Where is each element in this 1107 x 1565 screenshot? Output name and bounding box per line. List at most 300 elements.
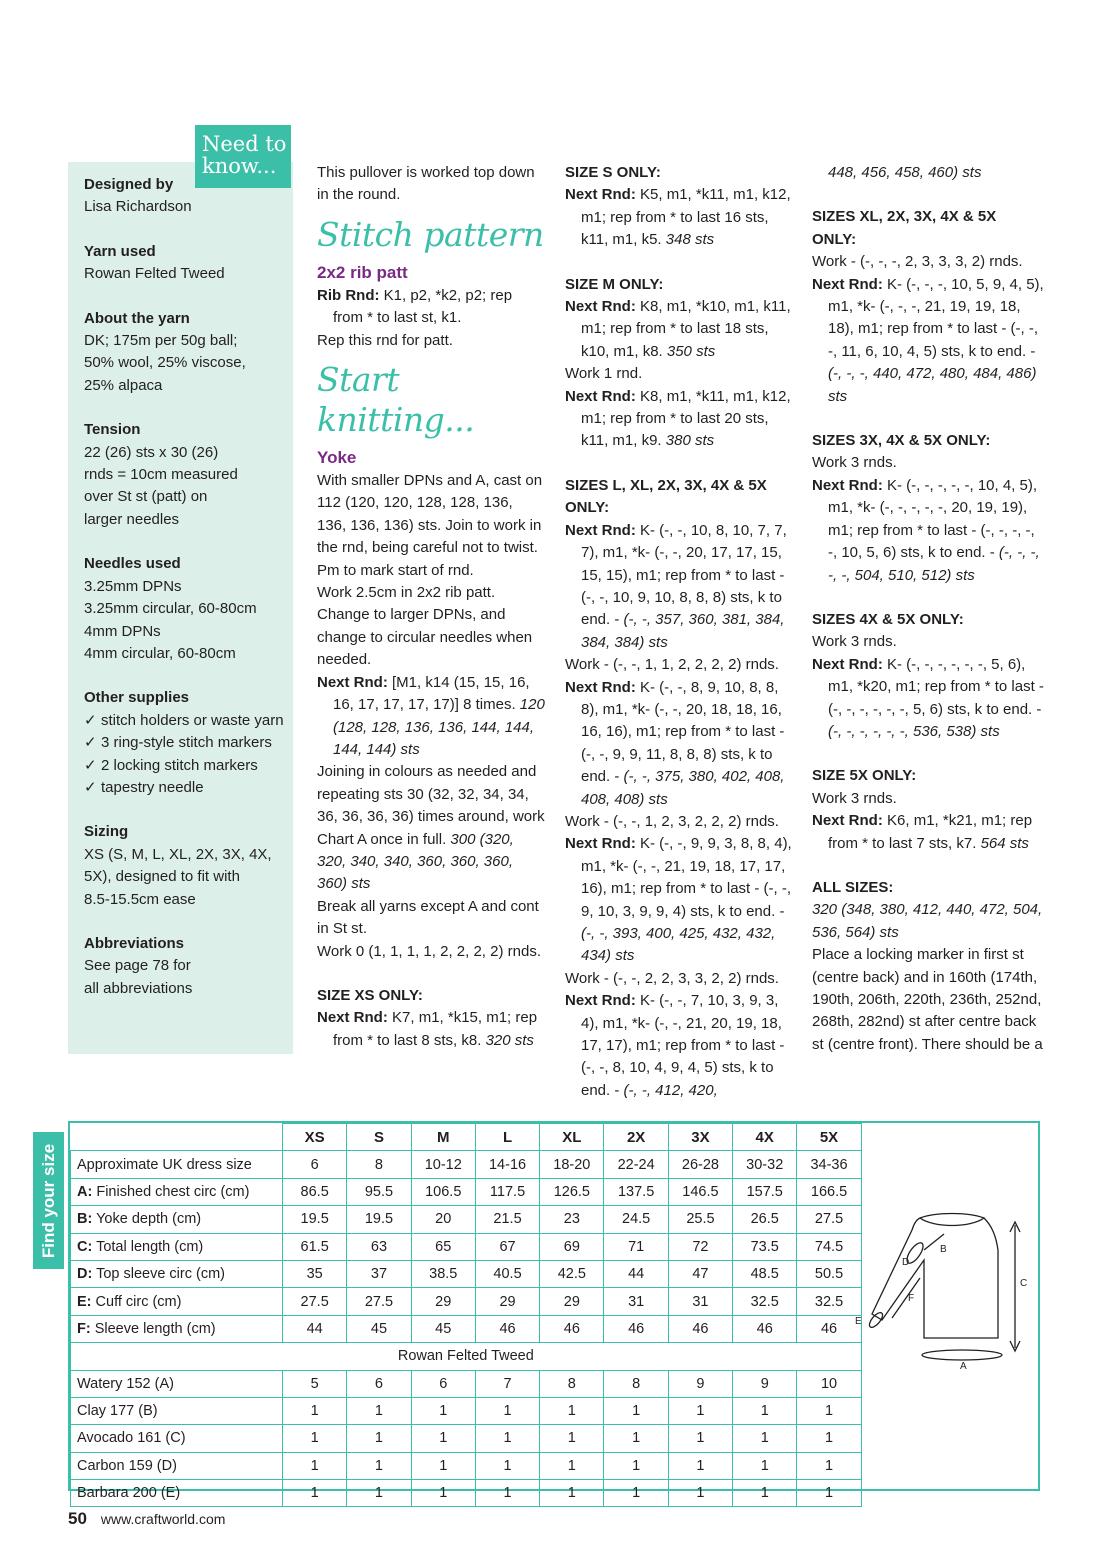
measurement-value: 19.5 xyxy=(283,1206,347,1233)
measurement-value: 22-24 xyxy=(604,1151,668,1178)
yarn-ball-count: 1 xyxy=(733,1397,797,1424)
next-rnd-text: K- (-, -, 9, 9, 3, 8, 8, 4), m1, *k- (-, -, 21, 19, 18, 17, 17, 16), m1; rep from * to last - (-, -, 9, 10, 3, 9, 9, 4) sts, k to end. - xyxy=(581,835,792,920)
yoke-next-rnd xyxy=(317,672,545,762)
measurement-value: 23 xyxy=(540,1206,604,1233)
stitch-count: (-, -, 412, 420, xyxy=(623,1081,718,1099)
l-next-rnd-3 xyxy=(565,833,797,967)
measurement-value: 38.5 xyxy=(411,1260,475,1287)
sidebar-line: Lisa Richardson xyxy=(84,198,192,216)
next-rnd-label: Next Rnd: xyxy=(565,992,636,1010)
measurement-value: 20 xyxy=(411,1206,475,1233)
need-to-know-tag xyxy=(195,125,291,188)
3x-heading: SIZES 3X, 4X & 5X ONLY: xyxy=(812,432,991,450)
supply-text: stitch holders or waste yarn xyxy=(101,711,284,729)
column-2 xyxy=(565,162,797,1102)
yarn-ball-count: 1 xyxy=(797,1452,861,1479)
yarn-ball-count: 1 xyxy=(668,1425,732,1452)
rib-rnd-label: Rib Rnd: xyxy=(317,286,380,304)
size-column-header: M xyxy=(411,1124,475,1151)
measurement-value: 166.5 xyxy=(797,1178,861,1205)
measurement-label xyxy=(71,1151,283,1178)
yarn-ball-count: 8 xyxy=(604,1370,668,1397)
measurement-value: 106.5 xyxy=(411,1178,475,1205)
m-heading: SIZE M ONLY: xyxy=(565,275,664,293)
yarn-ball-count: 1 xyxy=(668,1397,732,1424)
measurement-row xyxy=(71,1151,862,1178)
m-next-rnd-1 xyxy=(565,296,797,363)
supply-text: 2 locking stitch markers xyxy=(101,756,258,774)
measurement-value: 65 xyxy=(411,1233,475,1260)
l-work-1: Work - (-, -, 1, 1, 2, 2, 2, 2) rnds. xyxy=(565,656,779,674)
4x-next-rnd xyxy=(812,654,1044,744)
s-next-rnd xyxy=(565,184,797,251)
measurement-value: 29 xyxy=(540,1288,604,1315)
find-your-size-tab xyxy=(33,1132,64,1269)
sidebar-section xyxy=(84,308,284,398)
supply-text: 3 ring-style stitch markers xyxy=(101,734,272,752)
yarn-shade-label: Avocado 161 (C) xyxy=(71,1425,283,1452)
3x-work: Work 3 rnds. xyxy=(812,454,897,472)
m-next-rnd-2 xyxy=(565,386,797,453)
measurement-value: 46 xyxy=(668,1315,732,1342)
next-rnd-text: K6, m1, *k21, m1; rep from * to last 7 sts, k7. xyxy=(828,812,1033,852)
all-sizes-heading: ALL SIZES: xyxy=(812,878,894,896)
measurement-label xyxy=(71,1233,283,1260)
measurement-value: 21.5 xyxy=(475,1206,539,1233)
sidebar-heading: Tension xyxy=(84,421,141,439)
measurement-row xyxy=(71,1206,862,1233)
measurement-value: 31 xyxy=(668,1288,732,1315)
yoke-p5: Break all yarns except A and cont in St st. xyxy=(317,897,539,938)
rib-patt-title: 2x2 rib patt xyxy=(317,262,408,282)
footer-url[interactable]: www.craftworld.com xyxy=(100,1511,226,1527)
measurement-value: 50.5 xyxy=(797,1260,861,1287)
yarn-shade-label: Watery 152 (A) xyxy=(71,1370,283,1397)
yarn-ball-count: 1 xyxy=(411,1397,475,1424)
size-table xyxy=(70,1123,862,1507)
yoke-p4-text: Joining in colours as needed and repeating sts 30 (32, 32, 34, 34, 36, 36, 36, 36) times around, work Chart A once in full. xyxy=(317,763,545,848)
sidebar-line: over St st (patt) on xyxy=(84,488,208,506)
yarn-ball-count: 1 xyxy=(604,1425,668,1452)
size-column-header: XS xyxy=(283,1124,347,1151)
stitch-count: 120 (128, 128, 136, 136, 144, 144, 144, 144) sts xyxy=(333,696,545,758)
yarn-ball-count: 1 xyxy=(797,1397,861,1424)
stitch-pattern-heading: Stitch pattern xyxy=(317,214,544,254)
label-d: D xyxy=(902,1257,910,1268)
yarn-ball-count: 1 xyxy=(411,1425,475,1452)
measurement-value: 44 xyxy=(283,1315,347,1342)
measurement-letter: A: xyxy=(77,1183,93,1200)
measurement-value: 34-36 xyxy=(797,1151,861,1178)
measurement-value: 137.5 xyxy=(604,1178,668,1205)
supply-text: tapestry needle xyxy=(101,778,204,796)
label-f: F xyxy=(908,1293,915,1304)
sidebar-line: 22 (26) sts x 30 (26) xyxy=(84,443,219,461)
intro-text: This pullover is worked top down in the round. xyxy=(317,164,535,204)
all-sizes-count: 320 (348, 380, 412, 440, 472, 504, 536, 564) sts xyxy=(812,901,1043,941)
sidebar-line: 5X), designed to fit with xyxy=(84,868,240,886)
measurement-value: 29 xyxy=(411,1288,475,1315)
continued-stitch-count: 448, 456, 458, 460) sts xyxy=(828,164,982,181)
xs-next-rnd xyxy=(317,1007,545,1052)
supply-item xyxy=(84,755,284,777)
next-rnd-label: Next Rnd: xyxy=(812,655,883,673)
sidebar-line: 4mm DPNs xyxy=(84,622,161,640)
start-knitting-heading: Start knitting... xyxy=(317,360,475,440)
tag-line-1: Need to xyxy=(202,132,287,156)
measurement-value: 71 xyxy=(604,1233,668,1260)
sidebar-line: 4mm circular, 60-80cm xyxy=(84,644,236,662)
tag-line-2: know... xyxy=(202,154,277,178)
measurement-value: 73.5 xyxy=(733,1233,797,1260)
yarn-ball-count: 1 xyxy=(347,1452,411,1479)
measurement-value: 45 xyxy=(411,1315,475,1342)
measurement-value: 67 xyxy=(475,1233,539,1260)
check-icon: ✓ xyxy=(84,734,97,752)
sidebar-heading: Sizing xyxy=(84,823,129,841)
stitch-count: 380 sts xyxy=(665,432,715,450)
measurement-value: 10-12 xyxy=(411,1151,475,1178)
measurement-row xyxy=(71,1315,862,1342)
yarn-ball-count: 8 xyxy=(540,1370,604,1397)
measurement-value: 46 xyxy=(604,1315,668,1342)
stitch-count: 564 sts xyxy=(980,834,1029,852)
measurement-value: 8 xyxy=(347,1151,411,1178)
next-rnd-label: Next Rnd: xyxy=(565,387,636,405)
sweater-measurement-diagram xyxy=(850,1200,1030,1375)
yarn-shade-label: Clay 177 (B) xyxy=(71,1397,283,1424)
l-next-rnd-2 xyxy=(565,677,797,811)
measurement-value: 157.5 xyxy=(733,1178,797,1205)
measurement-value: 32.5 xyxy=(797,1288,861,1315)
size-column-header: 2X xyxy=(604,1124,668,1151)
measurement-value: 47 xyxy=(668,1260,732,1287)
measurement-row xyxy=(71,1233,862,1260)
yarn-ball-count: 9 xyxy=(733,1370,797,1397)
supply-item xyxy=(84,732,284,754)
size-column-header: 4X xyxy=(733,1124,797,1151)
l-heading: SIZES L, XL, 2X, 3X, 4X & 5X ONLY: xyxy=(565,476,767,517)
measurement-value: 48.5 xyxy=(733,1260,797,1287)
stitch-count: (-, -, 357, 360, 381, 384, 384, 384) sts xyxy=(581,611,785,651)
measurement-row xyxy=(71,1260,862,1287)
s-heading: SIZE S ONLY: xyxy=(565,164,661,181)
measurement-label xyxy=(71,1206,283,1233)
yarn-ball-count: 1 xyxy=(604,1452,668,1479)
measurement-value: 27.5 xyxy=(797,1206,861,1233)
next-rnd-text: K- (-, -, 7, 10, 3, 9, 3, 4), m1, *k- (-, -, 21, 20, 19, 18, 17, 17), m1; rep from * to last - (-, -, 8, 10, 4, 9, 4, 5) sts, k to end. - xyxy=(581,992,785,1099)
size-column-header: L xyxy=(475,1124,539,1151)
measurement-value: 31 xyxy=(604,1288,668,1315)
l-work-2: Work - (-, -, 1, 2, 3, 2, 2, 2) rnds. xyxy=(565,812,779,830)
measurement-value: 27.5 xyxy=(347,1288,411,1315)
next-rnd-label: Next Rnd: xyxy=(565,186,636,204)
yarn-ball-count: 1 xyxy=(604,1397,668,1424)
measurement-value: 42.5 xyxy=(540,1260,604,1287)
m-work: Work 1 rnd. xyxy=(565,365,643,383)
yoke-p2: Work 2.5cm in 2x2 rib patt. Change to larger DPNs, and change to circular needles when needed. xyxy=(317,584,533,669)
size-column-header: 5X xyxy=(797,1124,861,1151)
size-column-header: 3X xyxy=(668,1124,732,1151)
stitch-count: (-, -, -, 440, 472, 480, 484, 486) sts xyxy=(828,365,1037,405)
next-rnd-label: Next Rnd: xyxy=(565,835,636,853)
measurement-value: 74.5 xyxy=(797,1233,861,1260)
yarn-ball-count: 1 xyxy=(604,1480,668,1507)
measurement-value: 46 xyxy=(797,1315,861,1342)
measurement-value: 46 xyxy=(475,1315,539,1342)
sweater-outline xyxy=(872,1218,998,1338)
measurement-value: 146.5 xyxy=(668,1178,732,1205)
sidebar-line: larger needles xyxy=(84,510,180,528)
5x-heading: SIZE 5X ONLY: xyxy=(812,767,917,785)
check-icon: ✓ xyxy=(84,778,97,796)
l-work-3: Work - (-, -, 2, 2, 3, 3, 2, 2) rnds. xyxy=(565,969,779,987)
yarn-heading: Rowan Felted Tweed xyxy=(71,1343,862,1370)
measurement-value: 95.5 xyxy=(347,1178,411,1205)
measurement-value: 30-32 xyxy=(733,1151,797,1178)
next-rnd-text: K7, m1, *k15, m1; rep from * to last 8 sts, k8. xyxy=(333,1009,538,1049)
measurement-letter: C: xyxy=(77,1238,93,1255)
yarn-row xyxy=(71,1397,862,1424)
sidebar-heading: Yarn used xyxy=(84,242,156,260)
measurement-value: 26.5 xyxy=(733,1206,797,1233)
stitch-count: (-, -, 393, 400, 425, 432, 432, 434) sts xyxy=(581,925,776,965)
yarn-ball-count: 1 xyxy=(733,1452,797,1479)
xl-heading: SIZES XL, 2X, 3X, 4X & 5X ONLY: xyxy=(812,208,997,248)
measurement-value: 18-20 xyxy=(540,1151,604,1178)
yarn-ball-count: 1 xyxy=(540,1425,604,1452)
sidebar-line: 50% wool, 25% viscose, xyxy=(84,354,246,372)
xs-heading: SIZE XS ONLY: xyxy=(317,986,423,1004)
yarn-ball-count: 1 xyxy=(475,1480,539,1507)
yarn-ball-count: 1 xyxy=(347,1397,411,1424)
3x-next-rnd xyxy=(812,475,1044,587)
all-sizes-text: Place a locking marker in first st (centre back) and in 160th (174th, 190th, 206th, 220th, 236th, 252nd, 268th, 282nd) st after centre back st (centre front). There should be a xyxy=(812,946,1043,1053)
measurement-label xyxy=(71,1288,283,1315)
measurement-name: Top sleeve circ (cm) xyxy=(92,1266,225,1283)
yarn-ball-count: 1 xyxy=(411,1452,475,1479)
yarn-ball-count: 1 xyxy=(283,1480,347,1507)
sidebar-line: rnds = 10cm measured xyxy=(84,466,238,484)
next-rnd-text: K5, m1, *k11, m1, k12, m1; rep from * to last 16 sts, k11, m1, k5. xyxy=(581,186,791,249)
yarn-ball-count: 6 xyxy=(347,1370,411,1397)
measurement-value: 40.5 xyxy=(475,1260,539,1287)
sidebar-section xyxy=(84,821,284,911)
sidebar-section xyxy=(84,687,284,799)
yarn-row xyxy=(71,1425,862,1452)
yarn-ball-count: 9 xyxy=(668,1370,732,1397)
yarn-row xyxy=(71,1370,862,1397)
sidebar-section xyxy=(84,419,284,531)
stitch-count: (-, -, -, -, -, -, 536, 538) sts xyxy=(828,722,1000,740)
yoke-p4 xyxy=(317,761,545,895)
measurement-name: Yoke depth (cm) xyxy=(92,1211,202,1228)
measurement-row xyxy=(71,1288,862,1315)
yarn-ball-count: 1 xyxy=(540,1397,604,1424)
yarn-ball-count: 1 xyxy=(668,1480,732,1507)
measurement-name: Sleeve length (cm) xyxy=(90,1320,216,1337)
sidebar-heading: Needles used xyxy=(84,555,181,573)
yarn-ball-count: 10 xyxy=(797,1370,861,1397)
yarn-ball-count: 5 xyxy=(283,1370,347,1397)
yarn-heading-row xyxy=(71,1343,862,1370)
measurement-value: 46 xyxy=(540,1315,604,1342)
measurement-label xyxy=(71,1315,283,1342)
rib-repeat: Rep this rnd for patt. xyxy=(317,331,453,349)
5x-work: Work 3 rnds. xyxy=(812,789,897,807)
check-icon: ✓ xyxy=(84,711,97,729)
sidebar-section xyxy=(84,241,284,286)
label-b: B xyxy=(940,1244,947,1255)
yoke-title: Yoke xyxy=(317,448,357,468)
measurement-value: 126.5 xyxy=(540,1178,604,1205)
yarn-ball-count: 1 xyxy=(347,1480,411,1507)
column-3 xyxy=(812,162,1044,1056)
sidebar-line: 3.25mm DPNs xyxy=(84,577,182,595)
yarn-ball-count: 1 xyxy=(283,1397,347,1424)
page-number: 50 xyxy=(68,1509,87,1528)
measurement-value: 37 xyxy=(347,1260,411,1287)
measurement-value: 72 xyxy=(668,1233,732,1260)
4x-heading: SIZES 4X & 5X ONLY: xyxy=(812,610,964,628)
yarn-ball-count: 1 xyxy=(411,1480,475,1507)
supply-item xyxy=(84,710,284,732)
yoke-p6: Work 0 (1, 1, 1, 1, 2, 2, 2, 2) rnds. xyxy=(317,942,541,960)
measurement-value: 14-16 xyxy=(475,1151,539,1178)
sidebar-heading: Designed by xyxy=(84,176,174,193)
measurement-value: 117.5 xyxy=(475,1178,539,1205)
size-column-header: XL xyxy=(540,1124,604,1151)
stitch-count: 350 sts xyxy=(666,342,716,360)
yarn-ball-count: 1 xyxy=(475,1452,539,1479)
measurement-value: 61.5 xyxy=(283,1233,347,1260)
find-your-size-label: Find your size xyxy=(38,1143,58,1258)
4x-work: Work 3 rnds. xyxy=(812,633,897,651)
next-rnd-text: K- (-, -, -, 10, 5, 9, 4, 5), m1, *k- (-, -, -, 21, 19, 19, 18, 18), m1; rep from * to last - (-, -, -, 11, 6, 10, 4, 5) sts, k to end. - xyxy=(828,275,1044,360)
measurement-letter: B: xyxy=(77,1211,93,1228)
next-rnd-label: Next Rnd: xyxy=(317,1009,388,1027)
measurement-letter: F: xyxy=(77,1320,91,1337)
next-rnd-label: Next Rnd: xyxy=(812,476,883,494)
measurement-label xyxy=(71,1178,283,1205)
sidebar-section xyxy=(84,933,284,1000)
next-rnd-text: K8, m1, *k11, m1, k12, m1; rep from * to last 20 sts, k11, m1, k9. xyxy=(581,387,791,450)
l-next-rnd-4 xyxy=(565,990,797,1102)
next-rnd-label: Next Rnd: xyxy=(812,275,883,293)
sidebar-section xyxy=(84,553,284,665)
check-icon: ✓ xyxy=(84,756,97,774)
yarn-ball-count: 1 xyxy=(283,1425,347,1452)
measurement-value: 63 xyxy=(347,1233,411,1260)
stitch-count: 300 (320, 320, 340, 340, 360, 360, 360, 360) sts xyxy=(317,830,514,893)
supply-item xyxy=(84,777,284,799)
yarn-ball-count: 1 xyxy=(347,1425,411,1452)
sidebar-heading: Other supplies xyxy=(84,689,190,707)
sidebar-line: See page 78 for xyxy=(84,957,191,975)
measurement-value: 25.5 xyxy=(668,1206,732,1233)
measurement-value: 27.5 xyxy=(283,1288,347,1315)
yoke-p1: With smaller DPNs and A, cast on 112 (120, 120, 128, 128, 136, 136, 136, 136) sts. Join to work in the rnd, being careful not to twist. Pm to mark start of rnd. xyxy=(317,472,543,579)
label-e: E xyxy=(855,1316,862,1327)
sidebar-line: XS (S, M, L, XL, 2X, 3X, 4X, xyxy=(84,845,272,863)
measurement-value: 45 xyxy=(347,1315,411,1342)
sidebar-line: DK; 175m per 50g ball; xyxy=(84,332,238,350)
next-rnd-text: K- (-, -, 10, 8, 10, 7, 7, 7), m1, *k- (-, -, 20, 17, 17, 15, 15, 15), m1; rep from * to last - (-, -, 10, 9, 10, 8, 8, 8) sts, k to end. - xyxy=(581,521,787,629)
next-rnd-text: K- (-, -, 8, 9, 10, 8, 8, 8), m1, *k- (-, -, 20, 18, 18, 16, 16, 16), m1; rep from * to last - (-, -, 9, 9, 11, 8, 8, 8) sts, k to end. - xyxy=(581,678,785,786)
next-rnd-label: Next Rnd: xyxy=(565,298,636,316)
rib-rnd-text: K1, p2, *k2, p2; rep from * to last st, k1. xyxy=(333,286,513,327)
sidebar-line: 8.5-15.5cm ease xyxy=(84,890,196,908)
need-to-know-panel xyxy=(68,162,293,1054)
rib-rnd xyxy=(317,285,545,330)
label-a: A xyxy=(960,1361,967,1372)
yarn-row xyxy=(71,1452,862,1479)
measurement-value: 86.5 xyxy=(283,1178,347,1205)
next-rnd-text: K8, m1, *k10, m1, k11, m1; rep from * to last 18 sts, k10, m1, k8. xyxy=(581,298,791,360)
next-rnd-text: K- (-, -, -, -, -, 10, 4, 5), m1, *k- (-, -, -, -, -, 20, 19, 19), m1; rep from * to last - (-, -, -, -, -, 10, 5, 6) sts, k to end. - xyxy=(828,476,1038,562)
measurement-name: Total length (cm) xyxy=(92,1238,204,1255)
yarn-ball-count: 1 xyxy=(540,1480,604,1507)
arrow-f xyxy=(892,1278,920,1318)
xl-next-rnd xyxy=(812,274,1044,408)
measurement-value: 6 xyxy=(283,1151,347,1178)
measurement-letter: E: xyxy=(77,1293,92,1310)
label-c: C xyxy=(1020,1278,1028,1289)
stitch-count: 348 sts xyxy=(665,231,715,249)
measurement-value: 44 xyxy=(604,1260,668,1287)
footer xyxy=(68,1509,225,1529)
sidebar-line: Rowan Felted Tweed xyxy=(84,265,225,283)
yarn-ball-count: 1 xyxy=(283,1452,347,1479)
next-rnd-text: K- (-, -, -, -, -, -, 5, 6), m1, *k20, m1; rep from * to last - (-, -, -, -, -, -, 5, 6) sts, k to end. - xyxy=(828,655,1044,718)
yarn-ball-count: 1 xyxy=(797,1480,861,1507)
xl-work: Work - (-, -, -, 2, 3, 3, 3, 2) rnds. xyxy=(812,253,1023,271)
measurement-row xyxy=(71,1178,862,1205)
stitch-count: (-, -, 375, 380, 402, 408, 408, 408) sts xyxy=(581,768,785,808)
measurement-value: 29 xyxy=(475,1288,539,1315)
next-rnd-text: [M1, k14 (15, 15, 16, 16, 17, 17, 17, 17)] 8 times. xyxy=(333,673,530,714)
stitch-count: (-, -, -, -, -, 504, 510, 512) sts xyxy=(828,544,1040,584)
yarn-ball-count: 1 xyxy=(797,1425,861,1452)
measurement-value: 24.5 xyxy=(604,1206,668,1233)
yarn-ball-count: 1 xyxy=(733,1480,797,1507)
need-to-know-content xyxy=(84,174,284,1022)
next-rnd-label: Next Rnd: xyxy=(317,673,388,691)
yarn-ball-count: 6 xyxy=(411,1370,475,1397)
size-column-header: S xyxy=(347,1124,411,1151)
yarn-ball-count: 1 xyxy=(668,1452,732,1479)
yarn-ball-count: 1 xyxy=(475,1397,539,1424)
5x-next-rnd xyxy=(812,810,1044,855)
sidebar-line: all abbreviations xyxy=(84,979,193,997)
measurement-name: Approximate UK dress size xyxy=(77,1156,252,1173)
yarn-shade-label: Barbara 200 (E) xyxy=(71,1480,283,1507)
yarn-row xyxy=(71,1480,862,1507)
sidebar-heading: Abbreviations xyxy=(84,934,185,952)
stitch-count: 320 sts xyxy=(485,1031,534,1049)
size-header-row xyxy=(71,1124,862,1151)
next-rnd-label: Next Rnd: xyxy=(812,812,883,830)
measurement-name: Cuff circ (cm) xyxy=(91,1293,182,1310)
yarn-ball-count: 1 xyxy=(733,1425,797,1452)
next-rnd-label: Next Rnd: xyxy=(565,521,636,539)
column-1 xyxy=(317,162,545,1052)
next-rnd-label: Next Rnd: xyxy=(565,678,636,696)
sidebar-heading: About the yarn xyxy=(84,309,190,327)
yarn-ball-count: 1 xyxy=(475,1425,539,1452)
yarn-shade-label: Carbon 159 (D) xyxy=(71,1452,283,1479)
sidebar-line: 25% alpaca xyxy=(84,376,163,394)
